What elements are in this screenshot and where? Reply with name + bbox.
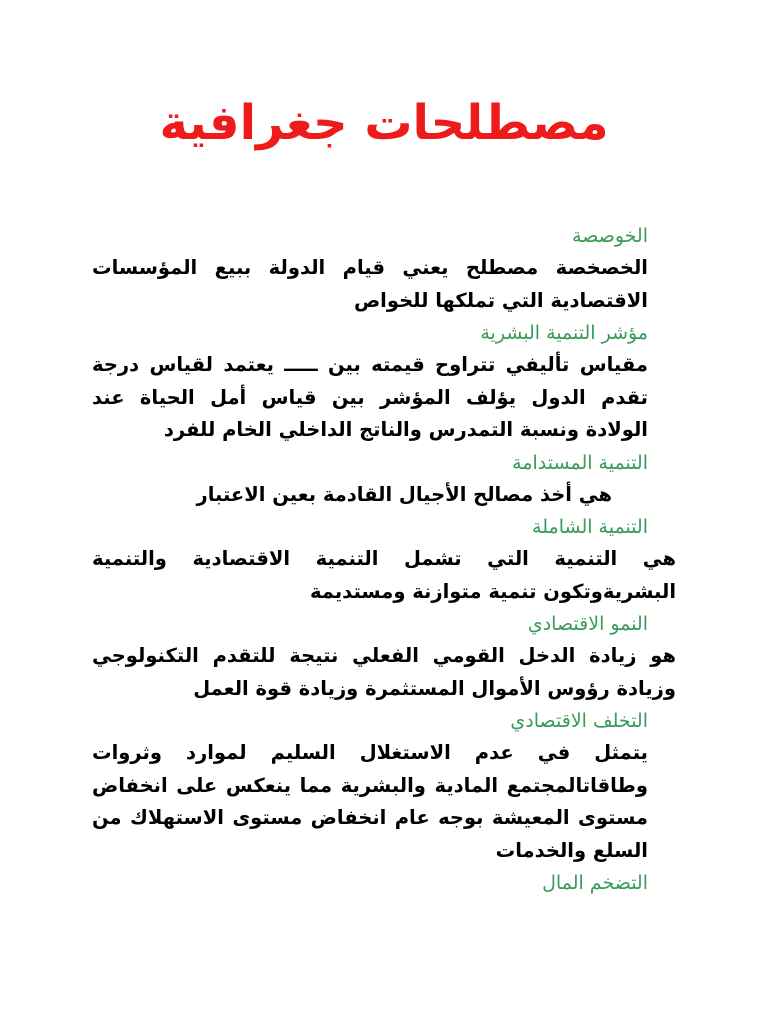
glossary-definition-economic-growth: هو زيادة الدخل القومي الفعلي نتيجة للتقدم التكنولوجي وزيادة رؤوس الأموال المستثمرة وزيادة قوة العمل [92, 644, 676, 700]
glossary-term-inflation: التضخم المال [542, 872, 648, 894]
glossary-term-hdi: مؤشر التنمية البشرية [480, 322, 648, 344]
glossary-term-economic-growth: النمو الاقتصادي [527, 613, 648, 635]
glossary-term-privatization: الخوصصة [572, 225, 648, 247]
glossary-term-comprehensive-development: التنمية الشاملة [532, 516, 648, 538]
glossary-term-economic-underdevelopment: التخلف الاقتصادي [510, 710, 648, 732]
glossary-definition-economic-underdevelopment: يتمثل في عدم الاستغلال السليم لموارد وثروات وطاقاتالمجتمع المادية والبشرية مما ينعكس على انخفاض مستوى المعيشة بوجه عام انخفاض مستوى الاستهلاك من السلع والخدمات [92, 741, 648, 862]
glossary-content [92, 220, 676, 899]
glossary-definition-sustainable-development: هي أخذ مصالح الأجيال القادمة بعين الاعتبار [196, 482, 612, 506]
glossary-definition-privatization: الخصخصة مصطلح يعني قيام الدولة ببيع المؤسسات الاقتصادية التي تملكها للخواص [92, 256, 648, 312]
glossary-definition-hdi: مقياس تأليفي تتراوح قيمته بين ـــــ يعتمد لقياس درجة تقدم الدول يؤلف المؤشر بين قياس أمل الحياة عند الولادة ونسبة التمدرس والناتج الداخلي الخام للفرد [92, 353, 648, 441]
page-title: مصطلحات جغرافية [159, 95, 609, 151]
glossary-definition-comprehensive-development: هي التنمية التي تشمل التنمية الاقتصادية والتنمية البشريةوتكون تنمية متوازنة ومستديمة [92, 547, 676, 603]
glossary-term-sustainable-development: التنمية المستدامة [512, 451, 648, 474]
